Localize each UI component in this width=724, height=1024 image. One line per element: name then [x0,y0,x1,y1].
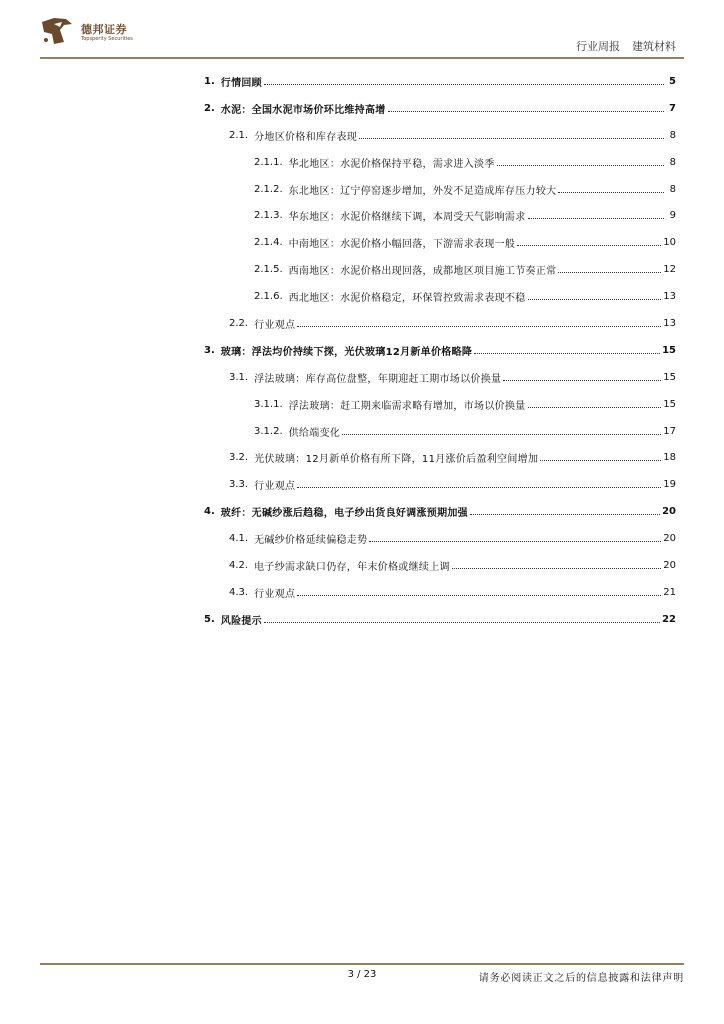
toc-dot-leader [264,622,660,623]
toc-entry-number: 4.3. [229,586,249,598]
toc-entry-title: 玻璃：浮法均价持续下探，光伏玻璃12月新单价格略降 [220,346,473,358]
toc-entry-page: 22 [662,613,676,625]
toc-entry-title: 西南地区：水泥价格出现回落，成都地区项目施工节奏正常 [288,266,557,278]
toc-entry-number: 2.2. [229,317,249,329]
toc-entry-title: 浮法玻璃：库存高位盘整，年期迎赶工期市场以价换量 [254,373,502,385]
toc-entry[interactable] [204,68,676,95]
toc-dot-leader [558,272,661,273]
toc-entry-title: 浮法玻璃：赶工期来临需求略有增加，市场以价换量 [288,400,526,412]
toc-entry-title: 行业观点 [254,319,296,331]
toc-entry-number: 2.1.2. [254,183,283,195]
toc-entry-number: 2.1. [229,129,249,141]
toc-entry-number: 1. [204,75,215,87]
toc-entry[interactable] [204,444,676,471]
toc-dot-leader [452,568,661,569]
toc-entry-number: 3.1.1. [254,398,283,410]
toc-entry[interactable] [204,122,676,149]
toc-entry[interactable] [204,95,676,122]
toc-entry[interactable] [204,283,676,310]
toc-entry-title: 玻纤：无碱纱涨后趋稳，电子纱出货良好调涨预期加强 [220,508,468,520]
toc-entry[interactable] [204,391,676,418]
toc-dot-leader [264,84,664,85]
toc-entry-title: 华东地区：水泥价格继续下调，本周受天气影响需求 [288,212,526,224]
toc-entry-page: 20 [663,559,676,571]
toc-entry-number: 2.1.3. [254,210,283,222]
toc-entry-number: 4. [204,506,215,518]
toc-dot-leader [342,434,661,435]
header-divider [40,57,684,59]
toc-entry-page: 7 [669,102,676,114]
legal-disclaimer: 请务必阅读正文之后的信息披露和法律声明 [478,973,684,984]
toc-entry-page: 13 [663,291,676,303]
toc-entry[interactable] [204,337,676,364]
toc-entry-number: 2.1.1. [254,156,283,168]
toc-entry-number: 2. [204,102,215,114]
toc-dot-leader [369,541,661,542]
toc-dot-leader [297,595,661,596]
toc-entry[interactable] [204,176,676,203]
toc-dot-leader [558,192,664,193]
toc-dot-leader [528,218,664,219]
toc-dot-leader [388,111,664,112]
toc-entry[interactable] [204,229,676,256]
toc-entry-page: 15 [663,398,676,410]
toc-entry-page: 19 [663,479,676,491]
toc-entry-number: 2.1.5. [254,264,283,276]
toc-entry-page: 15 [663,371,676,383]
toc-entry[interactable] [204,606,676,633]
toc-entry[interactable] [204,310,676,337]
toc-entry-page: 5 [669,75,676,87]
toc-entry-title: 东北地区：辽宁停窑逐步增加，外发不足造成库存压力较大 [288,185,557,197]
toc-entry-title: 华北地区：水泥价格保持平稳，需求进入淡季 [288,158,495,170]
toc-entry-number: 5. [204,613,215,625]
toc-entry-number: 3.2. [229,452,249,464]
table-of-contents [204,68,676,633]
toc-entry-page: 9 [669,210,676,222]
toc-dot-leader [528,299,662,300]
toc-entry-page: 12 [663,264,676,276]
toc-entry-title: 无碱纱价格延续偏稳走势 [254,535,368,547]
toc-entry[interactable] [204,498,676,525]
toc-entry[interactable] [204,579,676,606]
toc-entry[interactable] [204,202,676,229]
toc-entry-title: 中南地区：水泥价格小幅回落，下游需求表现一般 [288,239,516,251]
toc-dot-leader [470,514,660,515]
toc-entry-page: 15 [662,344,676,356]
toc-entry-title: 行业观点 [254,481,296,493]
toc-entry[interactable] [204,364,676,391]
toc-entry-page: 21 [663,586,676,598]
toc-entry-title: 光伏玻璃：12月新单价格有所下降，11月涨价后盈利空间增加 [254,454,539,466]
toc-entry-number: 3.1.2. [254,425,283,437]
toc-dot-leader [517,245,661,246]
toc-entry[interactable] [204,471,676,498]
toc-entry-title: 分地区价格和库存表现 [254,131,358,143]
toc-entry-page: 13 [663,317,676,329]
page-header [40,16,684,58]
logo-chinese-name: 德邦证券 [81,23,127,36]
toc-entry-number: 2.1.6. [254,291,283,303]
report-type: 行业周报 [576,40,620,53]
toc-entry-title: 风险提示 [220,615,262,627]
toc-entry-title: 行业观点 [254,588,296,600]
toc-entry-title: 电子纱需求缺口仍存，年末价格或继续上调 [254,561,450,573]
report-sector: 建筑材料 [632,40,676,53]
toc-entry-page: 8 [669,156,676,168]
toc-entry-page: 8 [669,129,676,141]
toc-entry-number: 4.2. [229,559,249,571]
toc-dot-leader [297,487,661,488]
header-report-info [576,38,676,54]
toc-dot-leader [297,326,661,327]
toc-entry-page: 17 [663,425,676,437]
toc-entry-page: 20 [662,506,676,518]
logo-mark-icon [40,16,74,46]
toc-entry[interactable] [204,418,676,445]
logo-english-name: Topsperity Securities [81,36,133,42]
toc-entry[interactable] [204,256,676,283]
toc-entry[interactable] [204,149,676,176]
toc-entry-page: 20 [663,533,676,545]
toc-entry-page: 10 [663,237,676,249]
footer-divider [40,963,684,965]
toc-dot-leader [503,380,661,381]
page-number: 3 / 23 [347,969,377,980]
toc-entry-number: 3.3. [229,479,249,491]
toc-entry-title: 西北地区：水泥价格稳定，环保管控致需求表现不稳 [288,293,526,305]
toc-dot-leader [497,165,664,166]
toc-entry-number: 3. [204,344,215,356]
toc-dot-leader [528,407,662,408]
toc-entry-page: 8 [669,183,676,195]
toc-dot-leader [474,353,660,354]
toc-entry-page: 18 [663,452,676,464]
toc-dot-leader [540,460,661,461]
toc-entry-number: 2.1.4. [254,237,283,249]
toc-entry-title: 供给端变化 [288,427,341,439]
toc-entry-number: 3.1. [229,371,249,383]
toc-entry[interactable] [204,552,676,579]
toc-entry-title: 行情回顾 [220,77,262,89]
company-logo [40,16,150,46]
toc-entry-number: 4.1. [229,533,249,545]
toc-entry[interactable] [204,525,676,552]
toc-entry-title: 水泥：全国水泥市场价环比维持高增 [220,104,386,116]
toc-dot-leader [359,138,664,139]
